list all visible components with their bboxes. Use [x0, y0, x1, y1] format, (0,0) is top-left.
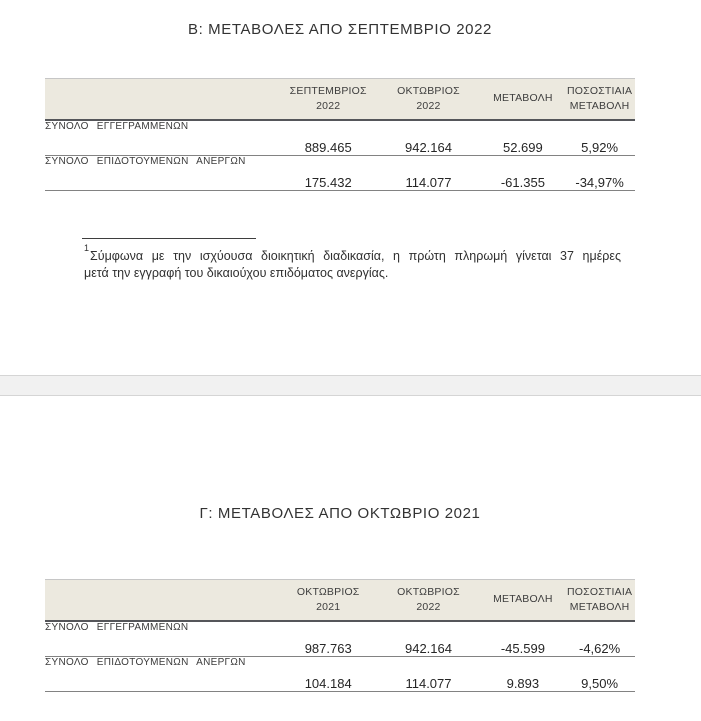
page-break-separator	[0, 375, 701, 396]
value-cell: 114.077	[375, 657, 481, 692]
table-b-header-period1-line1: ΣΕΠΤΕΜΒΡΙΟΣ	[289, 84, 367, 97]
value-cell: 942.164	[375, 120, 481, 156]
value-cell: 5,92%	[564, 120, 635, 156]
value-cell: -61.355	[482, 156, 565, 191]
section-b-title: Β: ΜΕΤΑΒΟΛΕΣ ΑΠΟ ΣΕΠΤΕΜΒΡΙΟ 2022	[188, 21, 492, 38]
footnote-text-line1: Σύμφωνα με την ισχύουσα διοικητική διαδικασία, η πρώτη πληρωμή γίνεται 37 ημέρες	[90, 249, 621, 264]
table-b-header-period1	[281, 79, 375, 121]
value-cell: 52.699	[482, 120, 565, 156]
value-cell: 114.077	[375, 156, 481, 191]
value-cell: 104.184	[281, 657, 375, 692]
table-b-header-pct	[564, 79, 635, 121]
table-b-header-period2-line2: 2022	[416, 100, 441, 112]
table-c-header-period2-line2: 2022	[416, 601, 441, 613]
table-b-header-change: ΜΕΤΑΒΟΛΗ	[482, 79, 565, 121]
footnote-separator-rule	[82, 238, 256, 239]
table-b-header-period1-line2: 2022	[316, 100, 341, 112]
table-c-header-pct-line1: ΠΟΣΟΣΤΙΑΙΑ	[567, 585, 633, 598]
value-cell: 9,50%	[564, 657, 635, 692]
table-row	[45, 120, 635, 156]
table-changes-from-oct-2021	[45, 579, 635, 692]
table-c-header-period1	[281, 580, 375, 622]
value-cell: 987.763	[281, 621, 375, 657]
table-row	[45, 621, 635, 657]
table-c-header-period2	[375, 580, 481, 622]
data-table-c	[45, 579, 635, 692]
table-b-header-period2-line1: ΟΚΤΩΒΡΙΟΣ	[397, 84, 460, 97]
table-row	[45, 657, 635, 692]
footnote-line-1	[84, 244, 621, 265]
value-cell: 9.893	[482, 657, 565, 692]
footnote	[84, 244, 621, 282]
table-c-header-period2-line1: ΟΚΤΩΒΡΙΟΣ	[397, 585, 460, 598]
table-c-header-change: ΜΕΤΑΒΟΛΗ	[482, 580, 565, 622]
footnote-line-2: μετά την εγγραφή του δικαιούχου επιδόματος ανεργίας.	[84, 266, 389, 281]
table-b-header-pct-line1: ΠΟΣΟΣΤΙΑΙΑ	[567, 84, 633, 97]
table-b-header-pct-line2: ΜΕΤΑΒΟΛΗ	[569, 100, 630, 112]
value-cell: 942.164	[375, 621, 481, 657]
table-c-header-pct-line2: ΜΕΤΑΒΟΛΗ	[569, 601, 630, 613]
value-cell: -45.599	[482, 621, 565, 657]
value-cell: -34,97%	[564, 156, 635, 191]
table-c-header-empty	[45, 580, 281, 622]
row-label-cell: ΣΥΝΟΛΟ ΕΠΙΔΟΤΟΥΜΕΝΩΝ ΑΝΕΡΓΩΝ	[45, 657, 281, 692]
table-b-header-empty	[45, 79, 281, 121]
table-changes-from-sep-2022	[45, 78, 635, 191]
data-table-b	[45, 78, 635, 191]
table-b-header-row	[45, 79, 635, 121]
table-c-header-row	[45, 580, 635, 622]
row-label-cell: ΣΥΝΟΛΟ ΕΓΓΕΓΡΑΜΜΕΝΩΝ	[45, 621, 281, 657]
row-label-cell: ΣΥΝΟΛΟ ΕΠΙΔΟΤΟΥΜΕΝΩΝ ΑΝΕΡΓΩΝ	[45, 156, 281, 191]
footnote-marker: 1	[84, 243, 90, 253]
value-cell: 889.465	[281, 120, 375, 156]
table-c-header-period1-line1: ΟΚΤΩΒΡΙΟΣ	[296, 585, 360, 598]
table-row	[45, 156, 635, 191]
table-c-header-pct	[564, 580, 635, 622]
row-label-cell: ΣΥΝΟΛΟ ΕΓΓΕΓΡΑΜΜΕΝΩΝ	[45, 120, 281, 156]
section-c-title: Γ: ΜΕΤΑΒΟΛΕΣ ΑΠΟ ΟΚΤΩΒΡΙΟ 2021	[199, 505, 481, 522]
value-cell: 175.432	[281, 156, 375, 191]
table-c-header-period1-line2: 2021	[316, 601, 341, 613]
value-cell: -4,62%	[564, 621, 635, 657]
table-b-header-period2	[375, 79, 481, 121]
